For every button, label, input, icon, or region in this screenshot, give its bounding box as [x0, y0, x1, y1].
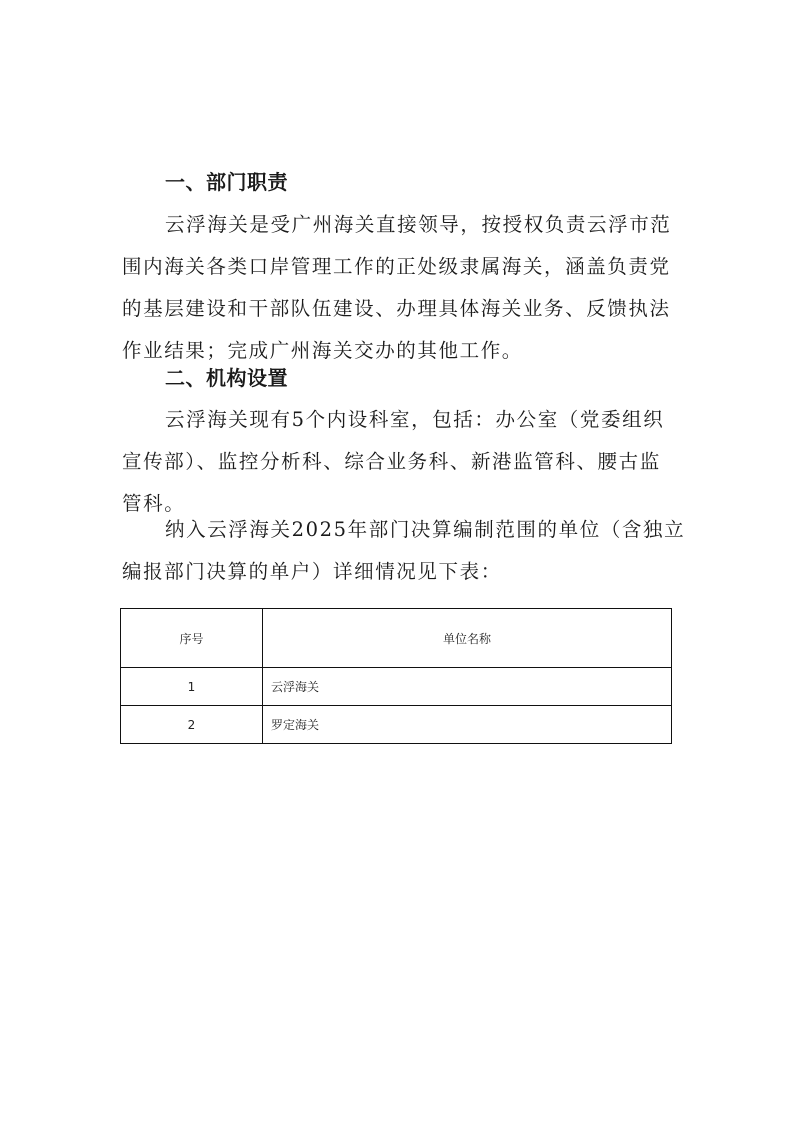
row-index: 1 [121, 668, 263, 706]
scope-line-1: 纳入云浮海关2025年部门决算编制范围的单位（含独立 [165, 518, 686, 541]
duties-line-2: 围内海关各类口岸管理工作的正处级隶属海关，涵盖负责党 [122, 255, 671, 278]
duties-line-1: 云浮海关是受广州海关直接领导，按授权负责云浮市范 [165, 213, 672, 236]
header-index: 序号 [121, 609, 263, 668]
scope-line-2: 编报部门决算的单户）详细情况见下表： [122, 560, 502, 583]
duties-line-3: 的基层建设和干部队伍建设、办理具体海关业务、反馈执法 [122, 297, 671, 320]
table-row [121, 668, 672, 706]
table-row [121, 706, 672, 744]
row-unit-name: 罗定海关 [263, 706, 672, 744]
section-heading-organization: 二、机构设置 [165, 366, 288, 390]
row-index: 2 [121, 706, 263, 744]
duties-line-4: 作业结果；完成广州海关交办的其他工作。 [122, 339, 523, 362]
table-header-row [121, 609, 672, 668]
header-unit-name: 单位名称 [263, 609, 672, 668]
section-heading-duties: 一、部门职责 [165, 170, 288, 194]
units-table [120, 608, 672, 744]
organization-line-3: 管科。 [122, 492, 186, 515]
row-unit-name: 云浮海关 [263, 668, 672, 706]
organization-line-1: 云浮海关现有5个内设科室，包括：办公室（党委组织 [165, 408, 665, 431]
organization-line-2: 宣传部）、监控分析科、综合业务科、新港监管科、腰古监 [122, 450, 661, 473]
